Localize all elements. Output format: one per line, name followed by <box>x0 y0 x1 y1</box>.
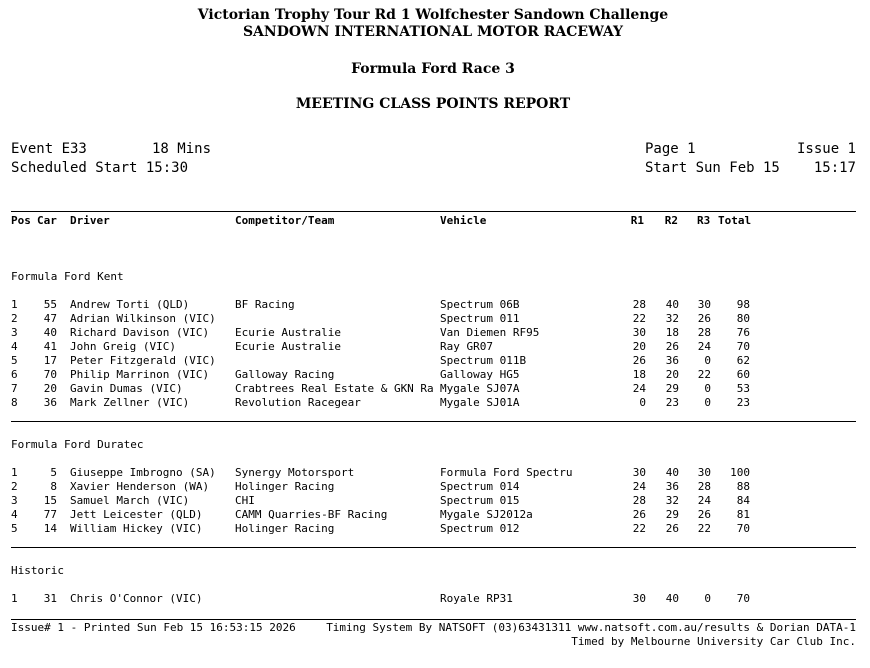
cell-car: 8 <box>50 480 57 493</box>
cell-r3: 22 <box>697 522 711 535</box>
cell-driver: Mark Zellner (VIC) <box>70 396 190 409</box>
event-duration: 18 Mins <box>152 141 212 157</box>
cell-r3: 0 <box>704 396 711 409</box>
col-r1: R1 <box>630 214 644 227</box>
cell-r3: 0 <box>704 592 711 605</box>
cell-pos: 8 <box>11 396 18 409</box>
cell-r1: 24 <box>632 480 646 493</box>
cell-driver: Jett Leicester (QLD) <box>70 508 203 521</box>
cell-r2: 40 <box>665 466 679 479</box>
cell-car: 17 <box>43 354 57 367</box>
cell-total: 23 <box>736 396 750 409</box>
cell-pos: 2 <box>11 312 18 325</box>
cell-total: 60 <box>736 368 750 381</box>
cell-team: Ecurie Australie <box>235 326 341 339</box>
cell-driver: William Hickey (VIC) <box>70 522 203 535</box>
footer-rule <box>11 619 856 620</box>
cell-total: 81 <box>736 508 750 521</box>
cell-pos: 1 <box>11 466 18 479</box>
cell-r3: 30 <box>697 298 711 311</box>
cell-r3: 22 <box>697 368 711 381</box>
cell-car: 36 <box>43 396 57 409</box>
cell-vehicle: Spectrum 014 <box>440 480 520 493</box>
cell-total: 70 <box>736 592 750 605</box>
cell-vehicle: Royale RP31 <box>440 592 513 605</box>
cell-pos: 4 <box>11 508 18 521</box>
cell-total: 100 <box>730 466 750 479</box>
cell-r2: 40 <box>665 592 679 605</box>
cell-team: CAMM Quarries-BF Racing <box>235 508 388 521</box>
cell-car: 77 <box>43 508 57 521</box>
cell-driver: John Greig (VIC) <box>70 340 176 353</box>
cell-r2: 26 <box>665 522 679 535</box>
cell-team: Galloway Racing <box>235 368 335 381</box>
meeting-title: Victorian Trophy Tour Rd 1 Wolfchester Sandown Challenge <box>197 7 669 23</box>
event-label: Event E33 <box>11 141 87 157</box>
cell-r3: 28 <box>697 326 711 339</box>
cell-total: 76 <box>736 326 750 339</box>
class-heading: Formula Ford Duratec <box>11 438 144 451</box>
cell-r1: 20 <box>632 340 646 353</box>
cell-car: 15 <box>43 494 57 507</box>
cell-car: 41 <box>43 340 57 353</box>
cell-vehicle: Ray GR07 <box>440 340 493 353</box>
cell-r3: 24 <box>697 340 711 353</box>
cell-driver: Peter Fitzgerald (VIC) <box>70 354 216 367</box>
col-total: Total <box>718 214 752 227</box>
page-number: Page 1 <box>645 141 696 157</box>
cell-r1: 18 <box>632 368 646 381</box>
class-heading: Formula Ford Kent <box>11 270 124 283</box>
col-vehicle: Vehicle <box>440 214 487 227</box>
cell-driver: Philip Marrinon (VIC) <box>70 368 210 381</box>
cell-vehicle: Mygale SJ01A <box>440 396 520 409</box>
class-heading: Historic <box>11 564 64 577</box>
footer-timing: Timing System By NATSOFT (03)63431311 www.natsoft.com.au/results & Dorian DATA-1 <box>326 621 856 634</box>
col-r3: R3 <box>697 214 711 227</box>
footer-printed: Issue# 1 - Printed Sun Feb 15 16:53:15 2026 <box>11 621 296 634</box>
col-team: Competitor/Team <box>235 214 335 227</box>
cell-r3: 24 <box>697 494 711 507</box>
cell-team: Synergy Motorsport <box>235 466 355 479</box>
cell-r3: 0 <box>704 382 711 395</box>
cell-driver: Gavin Dumas (VIC) <box>70 382 183 395</box>
cell-r2: 23 <box>665 396 679 409</box>
cell-total: 88 <box>736 480 750 493</box>
cell-driver: Adrian Wilkinson (VIC) <box>70 312 216 325</box>
issue-number: Issue 1 <box>796 141 856 157</box>
cell-team: Revolution Racegear <box>235 396 361 409</box>
actual-start-time: 15:17 <box>813 160 856 176</box>
cell-car: 55 <box>43 298 57 311</box>
cell-car: 5 <box>50 466 57 479</box>
cell-car: 40 <box>43 326 57 339</box>
col-driver: Driver <box>70 214 110 227</box>
cell-r3: 26 <box>697 508 711 521</box>
section-rule <box>11 547 856 548</box>
cell-vehicle: Mygale SJ2012a <box>440 508 533 521</box>
cell-r1: 22 <box>632 312 646 325</box>
cell-car: 70 <box>43 368 57 381</box>
cell-r1: 30 <box>632 592 646 605</box>
cell-r1: 24 <box>632 382 646 395</box>
cell-car: 31 <box>43 592 57 605</box>
cell-car: 47 <box>43 312 57 325</box>
cell-vehicle: Spectrum 011 <box>440 312 520 325</box>
cell-r1: 26 <box>632 354 646 367</box>
cell-r2: 20 <box>665 368 679 381</box>
header-rule <box>11 211 856 212</box>
cell-r1: 30 <box>632 466 646 479</box>
col-r2: R2 <box>664 214 678 227</box>
cell-pos: 1 <box>11 298 18 311</box>
cell-team: BF Racing <box>235 298 295 311</box>
cell-r2: 32 <box>665 494 679 507</box>
col-car: Car <box>37 214 57 227</box>
cell-r2: 26 <box>665 340 679 353</box>
cell-total: 53 <box>736 382 750 395</box>
cell-team: Crabtrees Real Estate & GKN Ra <box>235 382 434 395</box>
cell-driver: Chris O'Connor (VIC) <box>70 592 203 605</box>
cell-pos: 1 <box>11 592 18 605</box>
cell-total: 70 <box>736 522 750 535</box>
cell-r3: 0 <box>704 354 711 367</box>
cell-vehicle: Spectrum 011B <box>440 354 527 367</box>
cell-pos: 5 <box>11 522 18 535</box>
cell-driver: Richard Davison (VIC) <box>70 326 210 339</box>
cell-r2: 36 <box>665 480 679 493</box>
cell-team: Ecurie Australie <box>235 340 341 353</box>
col-pos: Pos <box>11 214 31 227</box>
cell-r1: 28 <box>632 298 646 311</box>
cell-driver: Xavier Henderson (WA) <box>70 480 210 493</box>
cell-r2: 29 <box>665 382 679 395</box>
cell-r3: 28 <box>697 480 711 493</box>
cell-pos: 3 <box>11 326 18 339</box>
cell-total: 98 <box>736 298 750 311</box>
cell-r2: 18 <box>665 326 679 339</box>
cell-vehicle: Formula Ford Spectru <box>440 466 573 479</box>
cell-team: Holinger Racing <box>235 480 335 493</box>
cell-pos: 4 <box>11 340 18 353</box>
cell-total: 62 <box>736 354 750 367</box>
cell-vehicle: Mygale SJ07A <box>440 382 520 395</box>
cell-team: Holinger Racing <box>235 522 335 535</box>
report-title: MEETING CLASS POINTS REPORT <box>295 96 571 112</box>
cell-vehicle: Spectrum 012 <box>440 522 520 535</box>
cell-r1: 28 <box>632 494 646 507</box>
cell-r2: 29 <box>665 508 679 521</box>
cell-pos: 3 <box>11 494 18 507</box>
cell-r2: 32 <box>665 312 679 325</box>
cell-r1: 0 <box>639 396 646 409</box>
cell-vehicle: Galloway HG5 <box>440 368 520 381</box>
cell-r3: 30 <box>697 466 711 479</box>
cell-total: 84 <box>736 494 750 507</box>
venue-title: SANDOWN INTERNATIONAL MOTOR RACEWAY <box>242 24 624 40</box>
scheduled-start: Scheduled Start 15:30 <box>11 160 189 176</box>
cell-r2: 40 <box>665 298 679 311</box>
cell-car: 14 <box>43 522 57 535</box>
cell-vehicle: Spectrum 06B <box>440 298 520 311</box>
cell-r2: 36 <box>665 354 679 367</box>
cell-pos: 2 <box>11 480 18 493</box>
cell-total: 80 <box>736 312 750 325</box>
cell-r1: 26 <box>632 508 646 521</box>
section-rule <box>11 421 856 422</box>
cell-pos: 6 <box>11 368 18 381</box>
cell-driver: Andrew Torti (QLD) <box>70 298 190 311</box>
race-title: Formula Ford Race 3 <box>351 61 515 77</box>
cell-pos: 5 <box>11 354 18 367</box>
cell-pos: 7 <box>11 382 18 395</box>
cell-vehicle: Spectrum 015 <box>440 494 520 507</box>
cell-total: 70 <box>736 340 750 353</box>
cell-team: CHI <box>235 494 255 507</box>
cell-driver: Giuseppe Imbrogno (SA) <box>70 466 216 479</box>
cell-r3: 26 <box>697 312 711 325</box>
actual-start: Start Sun Feb 15 <box>645 160 780 176</box>
cell-vehicle: Van Diemen RF95 <box>440 326 540 339</box>
cell-r1: 22 <box>632 522 646 535</box>
cell-car: 20 <box>43 382 57 395</box>
cell-driver: Samuel March (VIC) <box>70 494 190 507</box>
footer-timed-by: Timed by Melbourne University Car Club Inc. <box>571 635 856 648</box>
cell-r1: 30 <box>632 326 646 339</box>
